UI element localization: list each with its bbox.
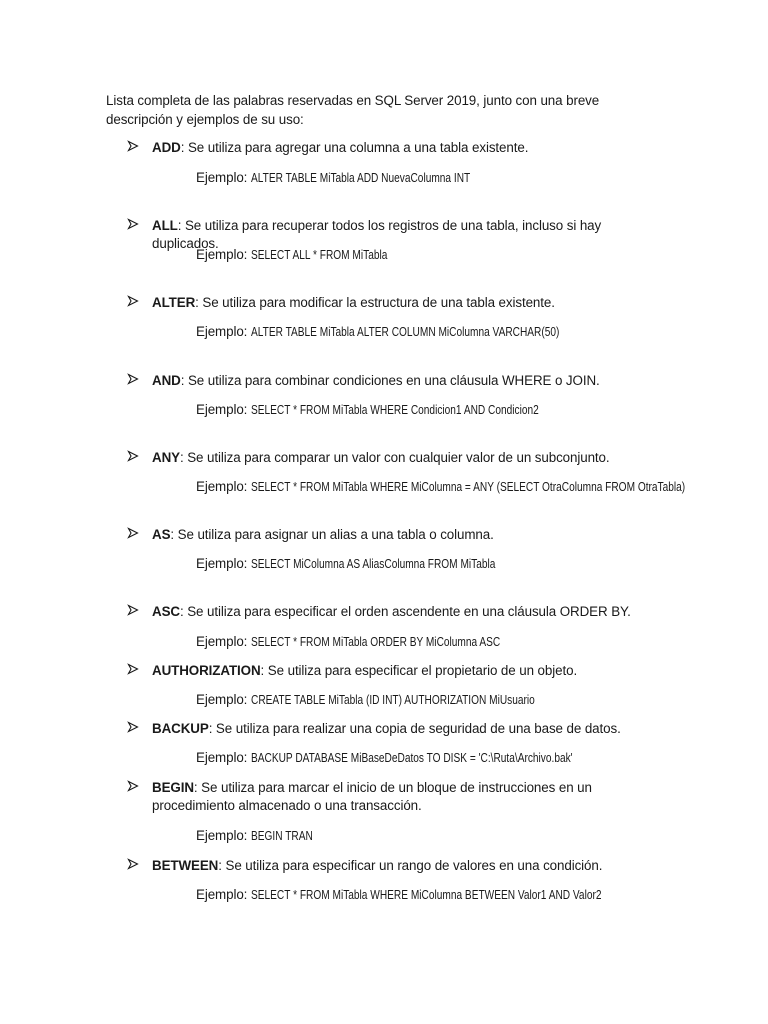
keyword-separator: : bbox=[195, 295, 199, 310]
keyword-name: BEGIN bbox=[152, 780, 194, 795]
example-prefix: Ejemplo: bbox=[196, 479, 251, 494]
keyword-separator: : bbox=[260, 663, 265, 678]
arrowhead-bullet-icon bbox=[127, 780, 139, 792]
keyword-description bbox=[152, 603, 662, 621]
example-line bbox=[196, 169, 532, 187]
arrowhead-bullet-icon bbox=[127, 295, 139, 307]
example-code: SELECT * FROM MiTabla WHERE MiColumna BETWEEN Valor1 AND Valor2 bbox=[250, 887, 602, 902]
keyword-name: ANY bbox=[152, 450, 180, 465]
keyword-description bbox=[152, 449, 662, 467]
keyword-description bbox=[152, 372, 662, 390]
example-line bbox=[196, 886, 700, 904]
example-prefix: Ejemplo: bbox=[196, 750, 251, 765]
example-prefix: Ejemplo: bbox=[196, 828, 251, 843]
example-line bbox=[196, 401, 620, 419]
arrowhead-bullet-icon bbox=[127, 373, 139, 385]
example-code: ALTER TABLE MiTabla ALTER COLUMN MiColumna VARCHAR(50) bbox=[250, 324, 560, 339]
keyword-description bbox=[152, 139, 662, 157]
keyword-description bbox=[152, 720, 662, 738]
arrowhead-bullet-icon bbox=[127, 604, 139, 616]
keyword-description bbox=[152, 526, 662, 544]
description-text: Se utiliza para agregar una columna a una tabla existente. bbox=[184, 140, 529, 155]
keyword-description bbox=[152, 779, 662, 815]
example-line bbox=[196, 633, 570, 651]
example-line bbox=[196, 749, 663, 767]
description-text: Se utiliza para recuperar todos los registros de una tabla, incluso si hay duplicados. bbox=[152, 218, 602, 251]
example-code: SELECT MiColumna AS AliasColumna FROM MiTabla bbox=[250, 556, 496, 571]
description-text: Se utiliza para realizar una copia de seguridad de una base de datos. bbox=[212, 721, 621, 736]
keyword-name: BACKUP bbox=[152, 721, 209, 736]
example-prefix: Ejemplo: bbox=[196, 402, 251, 417]
keyword-separator: : bbox=[170, 527, 175, 542]
keyword-name: ADD bbox=[152, 140, 181, 155]
keyword-description bbox=[152, 294, 662, 312]
example-prefix: Ejemplo: bbox=[196, 887, 251, 902]
arrowhead-bullet-icon bbox=[127, 663, 139, 675]
example-prefix: Ejemplo: bbox=[196, 324, 251, 339]
description-text: Se utiliza para marcar el inicio de un bloque de instrucciones en un procedimiento almacenado o una transacción. bbox=[152, 780, 592, 813]
keyword-separator: : bbox=[193, 780, 198, 795]
keyword-name: ALL bbox=[152, 218, 178, 233]
arrowhead-bullet-icon bbox=[127, 721, 139, 733]
keyword-separator: : bbox=[180, 140, 185, 155]
arrowhead-bullet-icon bbox=[127, 858, 139, 870]
example-code: BACKUP DATABASE MiBaseDeDatos TO DISK = 'C:\Ruta\Archivo.bak' bbox=[250, 750, 573, 765]
description-text: Se utiliza para comparar un valor con cualquier valor de un subconjunto. bbox=[183, 450, 610, 465]
keyword-separator: : bbox=[177, 218, 182, 233]
description-text: Se utiliza para especificar el orden ascendente en una cláusula ORDER BY. bbox=[183, 604, 631, 619]
arrowhead-bullet-icon bbox=[127, 218, 139, 230]
description-text: Se utiliza para especificar un rango de valores en una condición. bbox=[221, 858, 603, 873]
description-text: Se utiliza para especificar el propietario de un objeto. bbox=[264, 663, 578, 678]
example-line bbox=[196, 555, 564, 573]
example-prefix: Ejemplo: bbox=[196, 556, 251, 571]
example-line bbox=[196, 827, 330, 845]
keyword-separator: : bbox=[180, 373, 185, 388]
example-code: SELECT * FROM MiTabla WHERE Condicion1 AND Condicion2 bbox=[250, 402, 539, 417]
keyword-name: ASC bbox=[152, 604, 180, 619]
keyword-separator: : bbox=[179, 604, 184, 619]
example-code: SELECT ALL * FROM MiTabla bbox=[250, 247, 388, 262]
example-prefix: Ejemplo: bbox=[196, 247, 251, 262]
keyword-separator: : bbox=[218, 858, 222, 873]
example-line bbox=[196, 478, 768, 496]
intro-paragraph: Lista completa de las palabras reservadas en SQL Server 2019, junto con una breve descripción y ejemplos de su uso: bbox=[106, 93, 600, 127]
keyword-name: ALTER bbox=[152, 295, 196, 310]
example-code: CREATE TABLE MiTabla (ID INT) AUTHORIZATION MiUsuario bbox=[250, 692, 535, 707]
keyword-description bbox=[152, 662, 662, 680]
example-line bbox=[196, 246, 426, 264]
example-code: SELECT * FROM MiTabla ORDER BY MiColumna ASC bbox=[250, 634, 501, 649]
description-text: Se utiliza para modificar la estructura de una tabla existente. bbox=[198, 295, 555, 310]
description-text: Se utiliza para asignar un alias a una tabla o columna. bbox=[174, 527, 494, 542]
description-text: Se utiliza para combinar condiciones en una cláusula WHERE o JOIN. bbox=[184, 373, 600, 388]
keyword-separator: : bbox=[208, 721, 213, 736]
example-code: BEGIN TRAN bbox=[250, 828, 313, 843]
keyword-name: AS bbox=[152, 527, 171, 542]
example-line bbox=[196, 691, 615, 709]
example-prefix: Ejemplo: bbox=[196, 634, 251, 649]
arrowhead-bullet-icon bbox=[127, 140, 139, 152]
example-code: ALTER TABLE MiTabla ADD NuevaColumna INT bbox=[250, 170, 471, 185]
example-prefix: Ejemplo: bbox=[196, 170, 251, 185]
keyword-name: AUTHORIZATION bbox=[152, 663, 261, 678]
keyword-separator: : bbox=[179, 450, 184, 465]
keyword-description bbox=[152, 857, 662, 875]
arrowhead-bullet-icon bbox=[127, 450, 139, 462]
example-code: SELECT * FROM MiTabla WHERE MiColumna = ANY (SELECT OtraColumna FROM OtraTabla) bbox=[250, 479, 686, 494]
keyword-name: AND bbox=[152, 373, 181, 388]
example-prefix: Ejemplo: bbox=[196, 692, 251, 707]
arrowhead-bullet-icon bbox=[127, 527, 139, 539]
keyword-name: BETWEEN bbox=[152, 858, 219, 873]
example-line bbox=[196, 323, 646, 341]
